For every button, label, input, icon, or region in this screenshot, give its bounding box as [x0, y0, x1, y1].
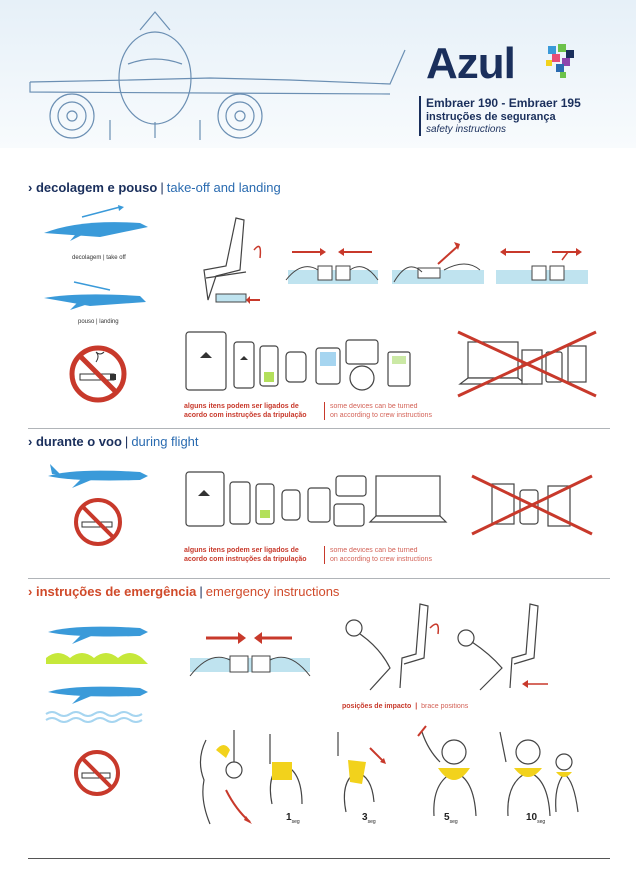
- azul-brazil-logo-icon: [542, 42, 582, 82]
- section-divider-1: [28, 428, 610, 429]
- prohibited-devices-flight-icon: [470, 474, 600, 538]
- takeoff-plane-icon: [40, 205, 160, 245]
- aircraft-front-illustration: [10, 10, 430, 150]
- oxygen-mask-step3-icon: [326, 732, 396, 822]
- title-en: safety instructions: [426, 124, 507, 135]
- flight-devices-caption-pt: alguns itens podem ser ligados de acordo com instruções da tripulação: [184, 547, 307, 563]
- section-heading-emergency: › instruções de emergência | emergency instructions: [28, 584, 340, 599]
- seatbelt-fasten-emergency-icon: [186, 626, 316, 696]
- landing-plane-icon: [40, 278, 160, 318]
- step-10-label: $10_{seg}$: [526, 812, 546, 825]
- section-heading-takeoff: › decolagem e pouso | take-off and landing: [28, 180, 281, 195]
- oxygen-mask-step10-icon: [494, 722, 584, 822]
- oxygen-mask-step5-icon: [414, 722, 484, 822]
- devices-caption-pt: alguns itens podem ser ligados de acordo com instruções da tripulação: [184, 403, 307, 419]
- section-heading-during-flight: › durante o voo | during flight: [28, 434, 199, 449]
- oxygen-mask-step1-icon: [262, 734, 312, 814]
- section-divider-2: [28, 578, 610, 579]
- devices-caption-en: some devices can be turned on according to crew instructions: [330, 403, 432, 419]
- permitted-devices-icon: [184, 330, 444, 402]
- step-5-label: $5_{seg}$: [444, 812, 458, 825]
- header-divider: [419, 96, 421, 136]
- no-smoking-icon: [70, 494, 126, 550]
- brand-logo-text: Azul: [426, 39, 515, 88]
- brace-caption-pt: posições de impacto: [342, 703, 412, 710]
- cruise-plane-icon: [44, 460, 154, 490]
- aircraft-model: Embraer 190 - Embraer 195: [426, 96, 581, 110]
- seatbelt-tighten-icon: [388, 240, 488, 300]
- ditching-land-icon: [44, 612, 154, 668]
- seatbelt-release-icon: [492, 240, 592, 300]
- footer-rule: [28, 858, 610, 859]
- caption-divider: [324, 546, 325, 564]
- no-smoking-icon: [66, 342, 130, 406]
- brace-position-icon: [330, 598, 560, 698]
- flight-devices-caption-en: some devices can be turned on according to crew instructions: [330, 547, 432, 563]
- step-1-label: $1_{seg}$: [286, 812, 300, 825]
- seat-upright-icon: [186, 210, 266, 310]
- takeoff-label: decolagem | take off: [72, 255, 126, 261]
- ditching-water-icon: [44, 676, 154, 726]
- caption-divider: [324, 402, 325, 420]
- brace-caption-en: brace positions: [421, 703, 469, 710]
- no-smoking-icon: [70, 746, 124, 800]
- step-3-label: $3_{seg}$: [362, 812, 376, 825]
- title-pt: instruções de segurança: [426, 111, 556, 123]
- landing-label: pouso | landing: [78, 319, 119, 325]
- permitted-devices-flight-icon: [184, 470, 454, 534]
- oxygen-mask-drop-icon: [196, 730, 256, 830]
- brace-caption: posições de impacto | brace positions: [342, 703, 469, 710]
- seatbelt-fasten-icon: [282, 240, 382, 300]
- prohibited-devices-icon: [456, 330, 606, 400]
